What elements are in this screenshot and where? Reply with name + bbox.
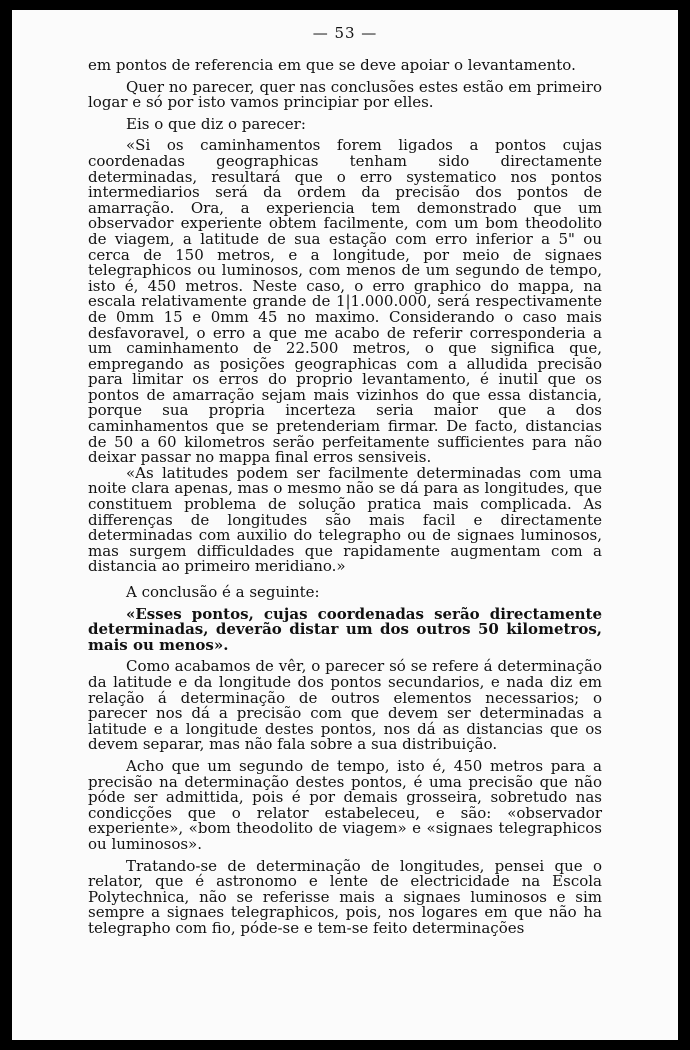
paragraph-3: Eis o que diz o parecer: <box>126 114 306 133</box>
paragraph-8: Como acabamos de vêr, o parecer só se refere á determinação da latitude e da longitude dos pontos secundarios, e nada diz em relação á determinação de outros elementos necessarios; o parecer nos dá a precisão com que devem ser determinadas a latitude e a longitude destes pontos, nos dá as distancias que os devem separar, mas não fala sobre a sua distribuição. <box>88 657 602 754</box>
paragraph-1: em pontos de referencia em que se deve apoiar o levantamento. <box>88 56 576 74</box>
page-number: — 53 — <box>312 24 378 42</box>
paragraph-10: Tratando-se de determinação de longitudes, pensei que o relator, que é astronomo e lente de electricidade na Escola Polytechnica, não se referisse mais a signaes luminosos e sim sempre a signaes telegraphicos, pois, nos logares em que não ha telegrapho com fio, póde-se e tem-se feito determinações <box>88 856 602 937</box>
body-text <box>88 58 602 936</box>
paragraph-7-conclusion: «Esses pontos, cujas coordenadas serão directamente determinadas, deverão distar um dos outros 50 kilometros, mais ou menos». <box>88 604 602 654</box>
paragraph-4-quote: «Si os caminhamentos forem ligados a pontos cujas coordenadas geographicas tenham sido directamente determinadas, resultará que o erro systematico nos pontos intermediarios será da ordem da precisão dos pontos de amarração. Ora, a experiencia tem demonstrado que um observador experiente obtem facilmente, com um bom theodolito de viagem, a latitude de sua estação com erro inferior a 5" ou cerca de 150 metros, e a longitude, por meio de signaes telegraphicos ou luminosos, com menos de um segundo de tempo, isto é, 450 metros. Neste caso, o erro graphico do mappa, na escala relativamente grande de 1|1.000.000, será respectivamente de 0mm 15 e 0mm 45 no maximo. Considerando o caso mais desfavoravel, o erro a que me acabo de referir corresponderia a um caminhamento de 22.500 metros, o que significa que, empregando as posições geographicas com a alludida precisão para limitar os erros do proprio levantamento, é inutil que os pontos de amarração sejam mais vizinhos do que essa distancia, porque sua propria incerteza seria maior que a dos caminhamentos que se pretenderiam firmar. De facto, distancias de 50 a 60 kilometros serão perfeitamente sufficientes para não deixar passar no mappa final erros sensiveis. <box>88 136 602 467</box>
paragraph-2: Quer no parecer, quer nas conclusões estes estão em primeiro logar e só por isto vamos principiar por elles. <box>88 77 602 112</box>
paragraph-5-quote: «As latitudes podem ser facilmente determinadas com uma noite clara apenas, mas o mesmo não se dá para as longitudes, que constituem problema de solução pratica mais complicada. As differenças de longitudes são mais facil e directamente determinadas com auxilio do telegrapho ou de signaes luminosos, mas surgem difficuldades que rapidamente augmentam com a distancia ao primeiro meridiano.» <box>88 463 602 576</box>
paragraph-9: Acho que um segundo de tempo, isto é, 450 metros para a precisão na determinação destes pontos, é uma precisão que não póde ser admittida, pois é por demais grosseira, sobretudo nas condicções que o relator estabeleceu, e são: «observador experiente», «bom theodolito de viagem» e «signaes telegraphicos ou luminosos». <box>88 756 602 853</box>
paragraph-6: A conclusão é a seguinte: <box>126 583 320 601</box>
document-page <box>12 10 678 1040</box>
